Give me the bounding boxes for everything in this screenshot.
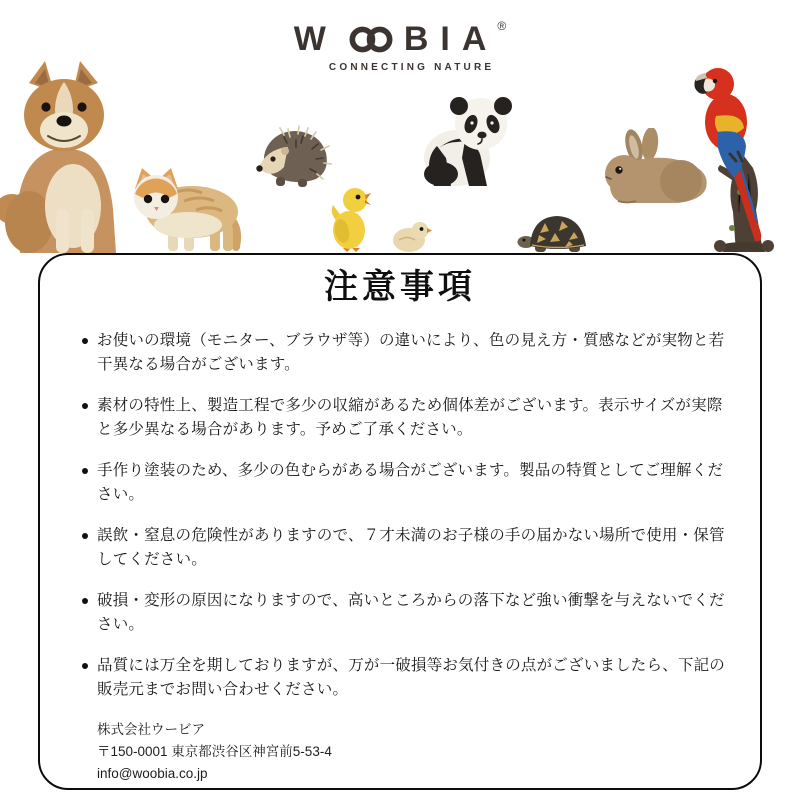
brand-tagline: CONNECTING NATURE [328, 62, 495, 73]
notice-list [80, 329, 732, 702]
notice-item-quality: 品質には万全を期しておりますが、万が一破損等お気付きの点がございましたら、下記の販売元までお問い合わせください。 [80, 654, 732, 702]
panda-cub-figure-icon [421, 96, 519, 188]
notice-item-environment: お使いの環境（モニター、ブラウザ等）の違いにより、色の見え方・質感などが実物と若干異なる場合がございます。 [80, 329, 732, 377]
logo-letters-bia: BIA [403, 20, 499, 58]
logo-wordmark [293, 19, 507, 58]
macaw-parrot-figure-icon [686, 62, 794, 252]
notice-item-choking: 誤飲・窒息の危険性がありますので、７才未満のお子様の手の届かない場所で使用・保管してください。 [80, 524, 732, 572]
logo-letter-w: W [293, 20, 338, 58]
contact-block [97, 719, 760, 785]
shiba-dog-figure-icon [0, 59, 122, 253]
notice-title: 注意事項 [324, 268, 476, 306]
contact-company: 株式会社ウービア [97, 722, 205, 737]
notice-item-handpaint: 手作り塗装のため、多少の色むらがある場合がございます。製品の特質としてご理解ください。 [80, 459, 732, 507]
notice-item-breakage: 破損・変形の原因になりますので、高いところからの落下など強い衝撃を与えないでください。 [80, 589, 732, 637]
header [0, 0, 800, 253]
chick-figure-icon [392, 221, 432, 252]
hedgehog-figure-icon [254, 123, 332, 187]
contact-email: info@woobia.co.jp [97, 766, 208, 781]
notice-panel [38, 253, 762, 790]
infinity-icon [347, 26, 395, 53]
tabby-cat-figure-icon [126, 167, 244, 252]
star-tortoise-figure-icon [517, 209, 593, 253]
registered-trademark: ® [497, 19, 507, 33]
brand-logo [294, 0, 507, 73]
duckling-figure-icon [329, 186, 371, 252]
notice-item-material: 素材の特性上、製造工程で多少の収縮があるため個体差がございます。表示サイズが実際と多少異なる場合があります。予めご了承ください。 [80, 394, 732, 442]
contact-address: 〒150-0001 東京都渋谷区神宮前5-53-4 [97, 744, 332, 759]
